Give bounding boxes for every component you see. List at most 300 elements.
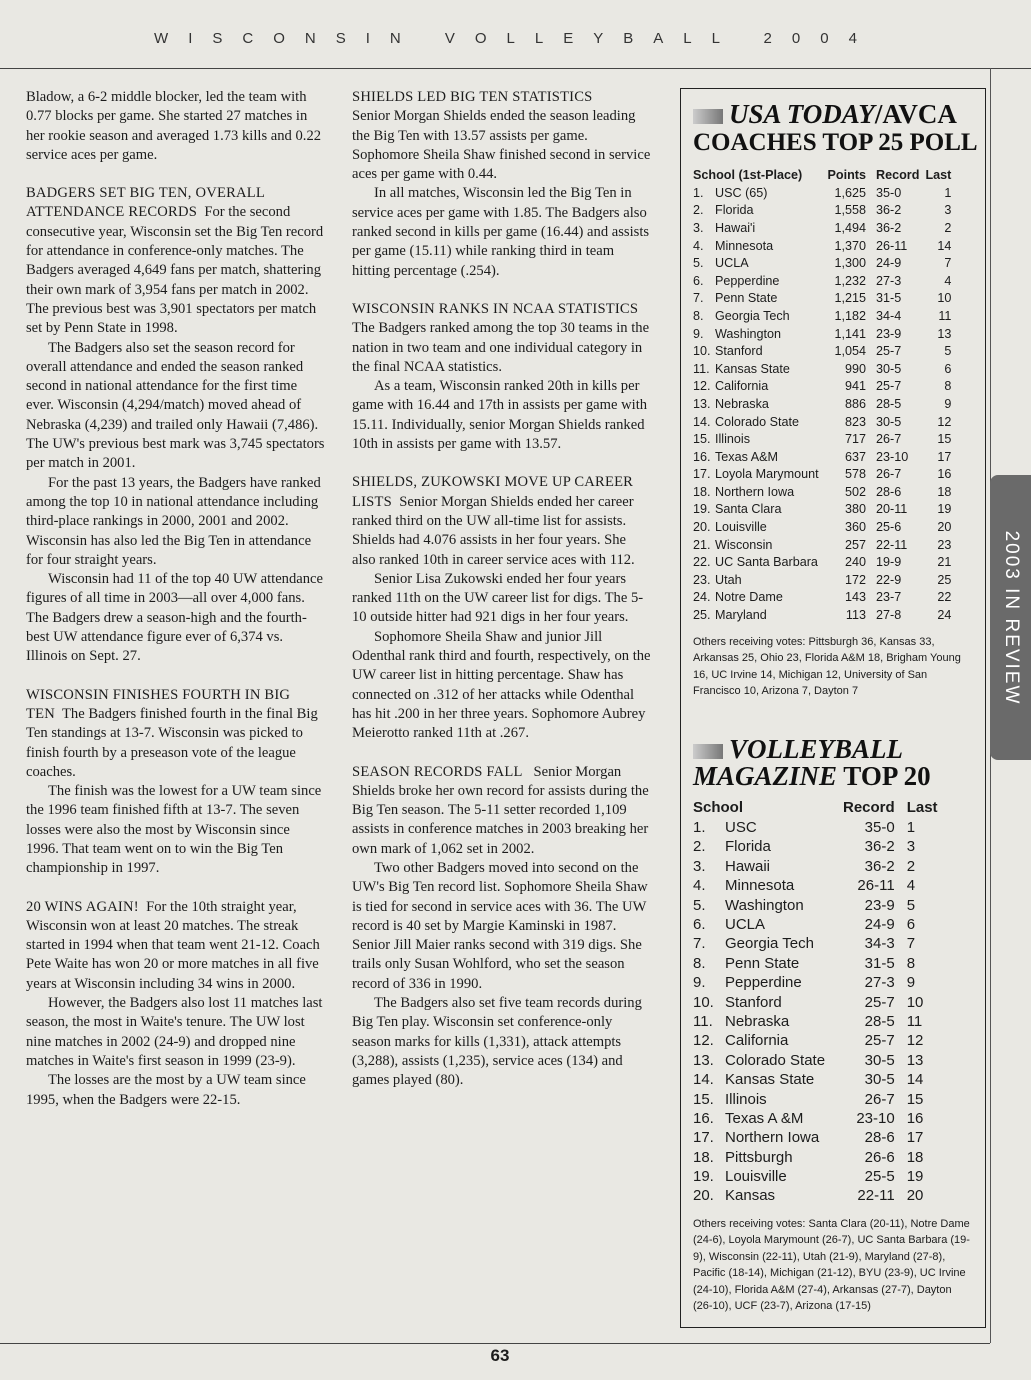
table-row <box>693 992 938 1011</box>
paragraph <box>352 763 652 859</box>
paragraph: For the past 13 years, the Badgers have ranked among the top 10 in national attendance including third-place rankings in 2000, 2001 and 2002. Wisconsin has also led the Big Ten in attendance for four straight years. <box>26 474 321 568</box>
table-cell: 1,300 <box>834 256 866 271</box>
table-row <box>693 1186 938 1205</box>
table-row <box>693 430 951 448</box>
paragraph-text: For the 10th straight year, Wisconsin won at least 20 matches. The streak started in 1994 when that team went 21-12. Coach Pete Waite has won 20 or more matches in all five years at Wisconsin including 34 wins in 2000. <box>26 898 320 992</box>
page-number: 63 <box>490 1346 510 1365</box>
section-tab-label: 2003 IN REVIEW <box>1000 530 1022 705</box>
table-cell: 25 <box>937 572 952 587</box>
table-cell: 18 <box>937 484 952 499</box>
table-cell: 26-11 <box>876 238 908 253</box>
table-cell: 14 <box>937 238 952 253</box>
paragraph-text: Senior Morgan Shields ended her career ranked third on the UW all-time list for assists. Shields had 4.076 assists in her four years. She also ranked 10th in career service aces with 112. <box>352 493 635 568</box>
table-row <box>693 360 951 378</box>
table-cell: 143 <box>844 590 866 605</box>
table-cell: 25-7 <box>864 1032 895 1050</box>
table-cell: 1,494 <box>834 220 866 235</box>
table-row <box>693 395 951 413</box>
table-cell: 9. <box>693 974 706 992</box>
table-row <box>693 818 938 837</box>
table-cell: 12 <box>906 1032 924 1050</box>
table-cell: 717 <box>844 432 866 447</box>
others-receiving-votes: Others receiving votes: Santa Clara (20-11), Notre Dame (24-6), Loyola Marymount (26-7), UC Santa Barbara (19-9), Wisconsin (22-11), Utah (21-9), Maryland (27-8), Pacific (18-14), Michigan (21-12), BYU (23-9), UC Irvine (24-10), Florida A&M (27-4), Arkansas (27-7), Dayton (26-10), UCF (23-7), Arizona (17-15) <box>693 1217 970 1313</box>
table-cell: 3. <box>693 857 706 875</box>
table-row <box>693 501 951 519</box>
table-cell: Louisville <box>715 520 767 535</box>
table-cell: 26-7 <box>876 467 902 482</box>
table-cell: UCLA <box>715 256 749 271</box>
paragraph: However, the Badgers also lost 11 matches last season, the most in Waite's tenure. The UW lost nine matches in 2002 (24-9) and dropped nine matches in Waite's first season in 1999 (23-9). <box>26 995 323 1069</box>
table-cell: 9. <box>693 326 704 341</box>
table-row <box>693 934 938 953</box>
title-bar-icon <box>693 744 723 759</box>
table-cell: 34-4 <box>876 308 902 323</box>
table-row <box>693 290 951 308</box>
table-cell: 21 <box>937 555 952 570</box>
table-cell: 17 <box>937 449 952 464</box>
table-cell: 25-7 <box>876 379 902 394</box>
table-row <box>693 1147 938 1166</box>
table-cell: 113 <box>845 608 866 623</box>
table-cell: 19 <box>906 1168 924 1186</box>
table-cell: 1,054 <box>834 344 866 359</box>
paragraph <box>26 686 326 782</box>
column-header: Last <box>906 799 938 817</box>
table-cell: 22-9 <box>876 572 902 587</box>
table-cell: Georgia Tech <box>715 308 790 323</box>
table-cell: Washington <box>715 326 782 341</box>
table-cell: 17 <box>906 1129 924 1147</box>
table-cell: 8 <box>906 954 916 972</box>
table-cell: 30-5 <box>864 1071 895 1089</box>
table-cell: 10 <box>937 291 952 306</box>
table-cell: 28-5 <box>864 1012 895 1030</box>
table-cell: Northern Iowa <box>725 1129 820 1147</box>
table-cell: 17. <box>693 1129 714 1147</box>
paragraph: Bladow, a 6-2 middle blocker, led the team with 0.77 blocks per game. She started 27 matches in her rookie season and averaged 1.73 kills and 0.22 service aces per game. <box>26 89 322 163</box>
table-cell: UCLA <box>725 915 766 933</box>
table-cell: 7. <box>693 291 704 306</box>
table-cell: 20. <box>693 1187 714 1205</box>
table-cell: 1 <box>906 819 916 837</box>
column-header: School <box>693 799 744 817</box>
table-cell: USC <box>725 819 757 837</box>
table-row <box>693 448 951 466</box>
table-cell: 22. <box>693 555 711 570</box>
table-cell: 24. <box>693 590 711 605</box>
table-row <box>693 254 951 272</box>
table-cell: 990 <box>844 361 866 376</box>
table-row <box>693 237 951 255</box>
table-cell: 1,215 <box>834 291 866 306</box>
table-cell: 1. <box>693 819 706 837</box>
table-cell: 22-11 <box>857 1187 895 1205</box>
table-cell: 4. <box>693 877 706 895</box>
table-cell: 13. <box>693 1051 714 1069</box>
table-cell: 257 <box>844 537 866 552</box>
table-cell: 19-9 <box>876 555 902 570</box>
table-row <box>693 184 951 202</box>
table-header-row <box>693 166 951 184</box>
bottom-rule <box>0 1343 990 1344</box>
table-cell: 8. <box>693 954 706 972</box>
table-cell: Utah <box>715 572 742 587</box>
table-cell: 20 <box>937 520 952 535</box>
table-cell: Pepperdine <box>725 974 802 992</box>
table-cell: 12. <box>693 379 711 394</box>
table-cell: 19. <box>693 1168 714 1186</box>
table-cell: 1,558 <box>834 203 866 218</box>
table-cell: Washington <box>725 896 804 914</box>
table-row <box>693 202 951 220</box>
run-in-heading: SHIELDS LED BIG TEN STATISTICS <box>352 89 593 105</box>
table-cell: 8. <box>693 308 704 323</box>
section-tab <box>990 475 1031 760</box>
table-row <box>693 857 938 876</box>
table-cell: 25. <box>693 608 711 623</box>
table-cell: 16. <box>693 449 711 464</box>
table-row <box>693 272 951 290</box>
table-row <box>693 973 938 992</box>
table-cell: 3. <box>693 220 704 235</box>
table-cell: 34-3 <box>864 935 895 953</box>
table-cell: USC (65) <box>715 185 768 200</box>
paragraph: The Badgers also set the season record for overall attendance and ended the season ranked second in national attendance for the first time ever. Wisconsin (4,294/match) moved ahead of Nebraska (4,239) and trailed only Hawaii (7,486). The UW's previous best mark was 3,745 spectators per match in 2001. <box>26 339 325 472</box>
paragraph: In all matches, Wisconsin led the Big Ten in service aces per game with 1.85. The Badgers also ranked second in kills per game (16.44) and assists per game (15.11) while ranking third in team hitting percentage (.254). <box>352 185 650 279</box>
paragraph: Senior Lisa Zukowski ended her four years ranked 11th on the UW career list for digs. The 5-10 outside hitter had 921 digs in her four years. <box>352 570 644 626</box>
table-row <box>693 606 951 624</box>
paragraph <box>352 88 652 184</box>
table-cell: 30-5 <box>876 414 902 429</box>
table-cell: 15. <box>693 1090 714 1108</box>
title-part: /AVCA <box>874 99 957 129</box>
table-cell: 4 <box>944 273 952 288</box>
table-cell: 9 <box>906 974 916 992</box>
others-receiving-votes: Others receiving votes: Pittsburgh 36, Kansas 33, Arkansas 25, Ohio 23, Florida A&M 18, Brigham Young 16, UC Irvine 14, Michigan 12, University of San Francisco 10, Arizona 7, Dayton 7 <box>693 635 961 698</box>
title-part: COACHES TOP 25 POLL <box>693 129 978 156</box>
table-row <box>693 1128 938 1147</box>
table-cell: 5. <box>693 896 706 914</box>
table-row <box>693 219 951 237</box>
table-cell: 35-0 <box>864 819 895 837</box>
table-cell: 14. <box>693 1071 714 1089</box>
table-cell: California <box>715 379 769 394</box>
table-cell: Pittsburgh <box>725 1148 793 1166</box>
table-cell: 578 <box>844 467 866 482</box>
table-cell: 24 <box>937 608 952 623</box>
table-row <box>693 1070 938 1089</box>
table-cell: Florida <box>725 838 771 856</box>
table-cell: 27-3 <box>876 273 902 288</box>
table-cell: Louisville <box>725 1168 787 1186</box>
table-cell: 22 <box>937 590 952 605</box>
polls-sidebar <box>680 88 986 1328</box>
running-header: WISCONSIN VOLLEYBALL 2004 <box>154 30 877 47</box>
table-cell: 1,141 <box>834 326 866 341</box>
table-cell: 4. <box>693 238 704 253</box>
table-cell: 5 <box>944 344 952 359</box>
table-cell: Wisconsin <box>715 537 773 552</box>
title-part: VOLLEYBALL <box>729 733 903 764</box>
table-cell: 2. <box>693 838 706 856</box>
paragraph: The losses are the most by a UW team since 1995, when the Badgers were 22-15. <box>26 1072 306 1108</box>
table-cell: 11. <box>693 361 710 376</box>
run-in-heading: WISCONSIN RANKS IN NCAA STATISTICS <box>352 300 639 317</box>
run-in-heading: 20 WINS AGAIN! <box>26 898 139 915</box>
table-cell: 1,182 <box>834 308 866 323</box>
paragraph-text: The Badgers ranked among the top 30 teams in the nation in two team and one individual category in the final NCAA statistics. <box>352 320 650 375</box>
table-cell: 36-2 <box>876 203 902 218</box>
table-cell: 18 <box>906 1148 924 1166</box>
title-part: USA TODAY <box>729 99 875 129</box>
column-header: Last <box>925 168 952 182</box>
table-row <box>693 1031 938 1050</box>
table-cell: Kansas <box>725 1187 776 1205</box>
column-header: Points <box>827 168 866 182</box>
table-cell: 28-5 <box>876 396 902 411</box>
table-cell: 24-9 <box>876 256 902 271</box>
table-row <box>693 413 951 431</box>
table-row <box>693 483 951 501</box>
table-cell: Illinois <box>715 432 750 447</box>
paragraph: Wisconsin had 11 of the top 40 UW attendance figures of all time in 2003—all over 4,000 fans. The Badgers drew a season-high and the fourth-best UW attendance figure ever of 6,374 vs. Illinois on Sept. 27. <box>26 571 324 665</box>
table-cell: 6 <box>906 915 916 933</box>
table-cell: 24-9 <box>864 915 895 933</box>
table-cell: 22-11 <box>876 537 908 552</box>
table-row <box>693 954 938 973</box>
top-rule <box>0 68 1031 69</box>
table-cell: 18. <box>693 484 711 499</box>
table-cell: Georgia Tech <box>725 935 814 953</box>
table-cell: 30-5 <box>876 361 902 376</box>
table-cell: 6 <box>944 361 952 376</box>
table-cell: Minnesota <box>725 877 795 895</box>
table-cell: 36-2 <box>864 857 895 875</box>
table-cell: 18. <box>693 1148 714 1166</box>
table-cell: 21. <box>693 537 711 552</box>
table-cell: 7 <box>906 935 916 953</box>
table-cell: 35-0 <box>876 185 902 200</box>
table-cell: 5 <box>906 896 916 914</box>
table-cell: 20 <box>906 1187 924 1205</box>
table-cell: 5. <box>693 256 704 271</box>
column-header: Record <box>843 799 895 817</box>
table-cell: 6. <box>693 915 706 933</box>
table-cell: Texas A &M <box>725 1109 804 1127</box>
table-cell: 886 <box>844 396 866 411</box>
table-cell: Florida <box>715 203 754 218</box>
table-cell: 20-11 <box>876 502 908 517</box>
paragraph <box>352 473 652 569</box>
table-row <box>693 325 951 343</box>
paragraph <box>26 898 326 994</box>
table-cell: 31-5 <box>876 291 902 306</box>
table-cell: 941 <box>844 379 866 394</box>
table-cell: 3 <box>906 838 916 856</box>
run-in-heading: WISCONSIN FINISHES FOURTH IN BIG TEN <box>26 686 291 722</box>
table-cell: 19. <box>693 502 711 517</box>
paragraph: Two other Badgers moved into second on the UW's Big Ten record list. Sophomore Sheila Shaw is tied for second in service aces with 36. The UW record is 40 set by Margie Kaminski in 1987. Senior Jill Maier ranks second with 319 digs. She trails only Susan Wohlford, who set the season record of 336 in 1990. <box>352 859 648 992</box>
table-cell: 7 <box>944 256 952 271</box>
table-cell: 23-10 <box>856 1109 895 1127</box>
table-cell: 26-11 <box>857 877 895 895</box>
paragraph: As a team, Wisconsin ranked 20th in kills per game with 16.44 and 17th in assists per game with 15.11. Individually, senior Morgan Shields ranked 10th in assists per game with 13.57. <box>352 378 648 453</box>
table-cell: Illinois <box>725 1090 767 1108</box>
table-cell: Colorado State <box>725 1051 826 1069</box>
table-cell: 25-7 <box>864 993 895 1011</box>
table-cell: 502 <box>844 484 866 499</box>
table-cell: 16 <box>906 1109 924 1127</box>
table-row <box>693 895 938 914</box>
table-cell: 20. <box>693 520 711 535</box>
table-cell: Colorado State <box>715 414 800 429</box>
table-cell: 23-7 <box>876 590 902 605</box>
table-cell: 11 <box>906 1012 923 1030</box>
table-cell: 823 <box>844 414 866 429</box>
table-cell: 1 <box>944 185 952 200</box>
table-cell: Pepperdine <box>715 273 780 288</box>
table-cell: 13. <box>693 396 711 411</box>
table-cell: 14 <box>906 1071 924 1089</box>
table-cell: 2. <box>693 203 704 218</box>
table-cell: Hawaii <box>725 857 771 875</box>
coaches-poll-table <box>693 166 951 624</box>
table-cell: 9 <box>944 396 952 411</box>
table-row <box>693 1089 938 1108</box>
table-row <box>693 571 951 589</box>
table-cell: 10 <box>906 993 924 1011</box>
table-cell: 12 <box>937 414 952 429</box>
table-cell: 17. <box>693 467 711 482</box>
table-cell: 380 <box>844 502 866 517</box>
title-part: TOP 20 <box>837 760 931 791</box>
table-cell: 240 <box>844 555 866 570</box>
table-cell: 8 <box>944 379 952 394</box>
table-row <box>693 1012 938 1031</box>
column-header: Record <box>876 168 920 182</box>
table-cell: 2 <box>944 220 952 235</box>
table-cell: 31-5 <box>864 954 895 972</box>
table-row <box>693 1109 938 1128</box>
table-row <box>693 536 951 554</box>
table-cell: 10. <box>693 344 711 359</box>
table-cell: 25-7 <box>876 344 902 359</box>
table-cell: UC Santa Barbara <box>715 555 818 570</box>
table-row <box>693 589 951 607</box>
column-header: School (1st-Place) <box>693 168 803 182</box>
table-cell: 13 <box>906 1051 924 1069</box>
table-row <box>693 553 951 571</box>
article-column-2 <box>352 88 652 1091</box>
table-cell: 11 <box>938 308 952 323</box>
title-bar-icon <box>693 109 723 124</box>
table-cell: 10. <box>693 993 714 1011</box>
table-cell: 11. <box>693 1012 713 1030</box>
table-cell: Penn State <box>725 954 800 972</box>
table-cell: 23-9 <box>876 326 902 341</box>
paragraph: The finish was the lowest for a UW team since the 1996 team finished fifth at 13-7. The seven losses were also the most by Wisconsin since 1996. That team went on to win the Big Ten championship in 1997. <box>26 783 322 877</box>
paragraph: The Badgers also set five team records during Big Ten play. Wisconsin set conference-only season marks for kills (1,331), attack attempts (3,288), assists (1,235), service aces (134) and games played (80). <box>352 995 642 1089</box>
table-cell: 23-9 <box>864 896 895 914</box>
table-cell: 15 <box>937 432 952 447</box>
table-cell: Nebraska <box>725 1012 790 1030</box>
table-cell: 26-7 <box>876 432 902 447</box>
table-cell: 15. <box>693 432 711 447</box>
magazine-poll-title <box>681 733 985 791</box>
table-cell: 26-6 <box>864 1148 895 1166</box>
paragraph <box>26 184 326 338</box>
table-cell: 4 <box>906 877 916 895</box>
table-cell: 1,232 <box>834 273 866 288</box>
table-row <box>693 1167 938 1186</box>
table-cell: 23 <box>937 537 952 552</box>
table-cell: 27-3 <box>864 974 895 992</box>
table-cell: 172 <box>844 572 866 587</box>
table-cell: California <box>725 1032 789 1050</box>
table-cell: 28-6 <box>864 1129 895 1147</box>
article-column-1 <box>26 88 326 1110</box>
table-cell: 23-10 <box>876 449 909 464</box>
table-cell: 3 <box>944 203 952 218</box>
table-row <box>693 1051 938 1070</box>
table-cell: 2 <box>906 857 916 875</box>
table-cell: Santa Clara <box>715 502 782 517</box>
run-in-heading: BADGERS SET BIG TEN, OVERALL ATTENDANCE RECORDS <box>26 185 265 221</box>
table-cell: Stanford <box>725 993 782 1011</box>
table-cell: 637 <box>844 449 866 464</box>
table-cell: 36-2 <box>876 220 902 235</box>
table-cell: Minnesota <box>715 238 774 253</box>
paragraph-text: The Badgers finished fourth in the final Big Ten standings at 13-7. Wisconsin was picked to finish fourth by a preseason vote of the league coaches. <box>26 705 318 780</box>
table-cell: Northern Iowa <box>715 484 795 499</box>
paragraph-text: Senior Morgan Shields ended the season leading the Big Ten with 13.57 assists per game. Sophomore Sheila Shaw finished second in service aces per game with 0.44. <box>352 108 651 183</box>
table-cell: 23. <box>693 572 711 587</box>
table-cell: 27-8 <box>876 608 902 623</box>
paragraph: Sophomore Sheila Shaw and junior Jill Odenthal rank third and fourth, respectively, on the UW career list in hitting percentage. Shaw has connected on .312 of her attacks while Odenthal has hit .200 in her three years. Sophomore Aubrey Meierotto ranked 11th at .267. <box>352 628 651 742</box>
table-row <box>693 915 938 934</box>
paragraph-text: For the second consecutive year, Wisconsin set the Big Ten record for attendance in conference-only matches. The Badgers averaged 4,649 fans per match, shattering their own mark of 3,954 fans per match in 2002. The previous best was 3,901 spectators per match set by Penn State in 1998. <box>26 204 324 337</box>
table-cell: 36-2 <box>864 838 895 856</box>
table-cell: 28-6 <box>876 484 902 499</box>
table-cell: Kansas State <box>715 361 790 376</box>
table-cell: 7. <box>693 935 706 953</box>
table-cell: Hawai'i <box>715 220 756 235</box>
table-cell: 25-5 <box>864 1168 895 1186</box>
title-part: MAGAZINE <box>693 760 838 791</box>
table-cell: Maryland <box>715 608 767 623</box>
table-cell: 30-5 <box>864 1051 895 1069</box>
table-cell: 16. <box>693 1109 714 1127</box>
coaches-poll-title <box>681 101 985 156</box>
paragraph <box>352 300 652 377</box>
table-cell: 360 <box>844 520 866 535</box>
table-cell: Kansas State <box>725 1071 815 1089</box>
table-cell: Texas A&M <box>715 449 778 464</box>
table-row <box>693 466 951 484</box>
table-cell: 15 <box>906 1090 924 1108</box>
table-cell: Notre Dame <box>715 590 783 605</box>
table-cell: Loyola Marymount <box>715 467 819 482</box>
table-cell: 19 <box>937 502 952 517</box>
table-cell: 14. <box>693 414 711 429</box>
run-in-heading: SEASON RECORDS FALL <box>352 763 523 780</box>
table-cell: 16 <box>937 467 952 482</box>
table-cell: 26-7 <box>864 1090 895 1108</box>
paragraph-text: Senior Morgan Shields broke her own record for assists during the Big Ten season. The 5-11 setter recorded 1,109 assists in conference matches in 2003 breaking her own mark of 1,062 set in 2002. <box>352 763 649 857</box>
table-cell: 1,625 <box>834 185 866 200</box>
table-row <box>693 342 951 360</box>
table-cell: Stanford <box>715 344 763 359</box>
